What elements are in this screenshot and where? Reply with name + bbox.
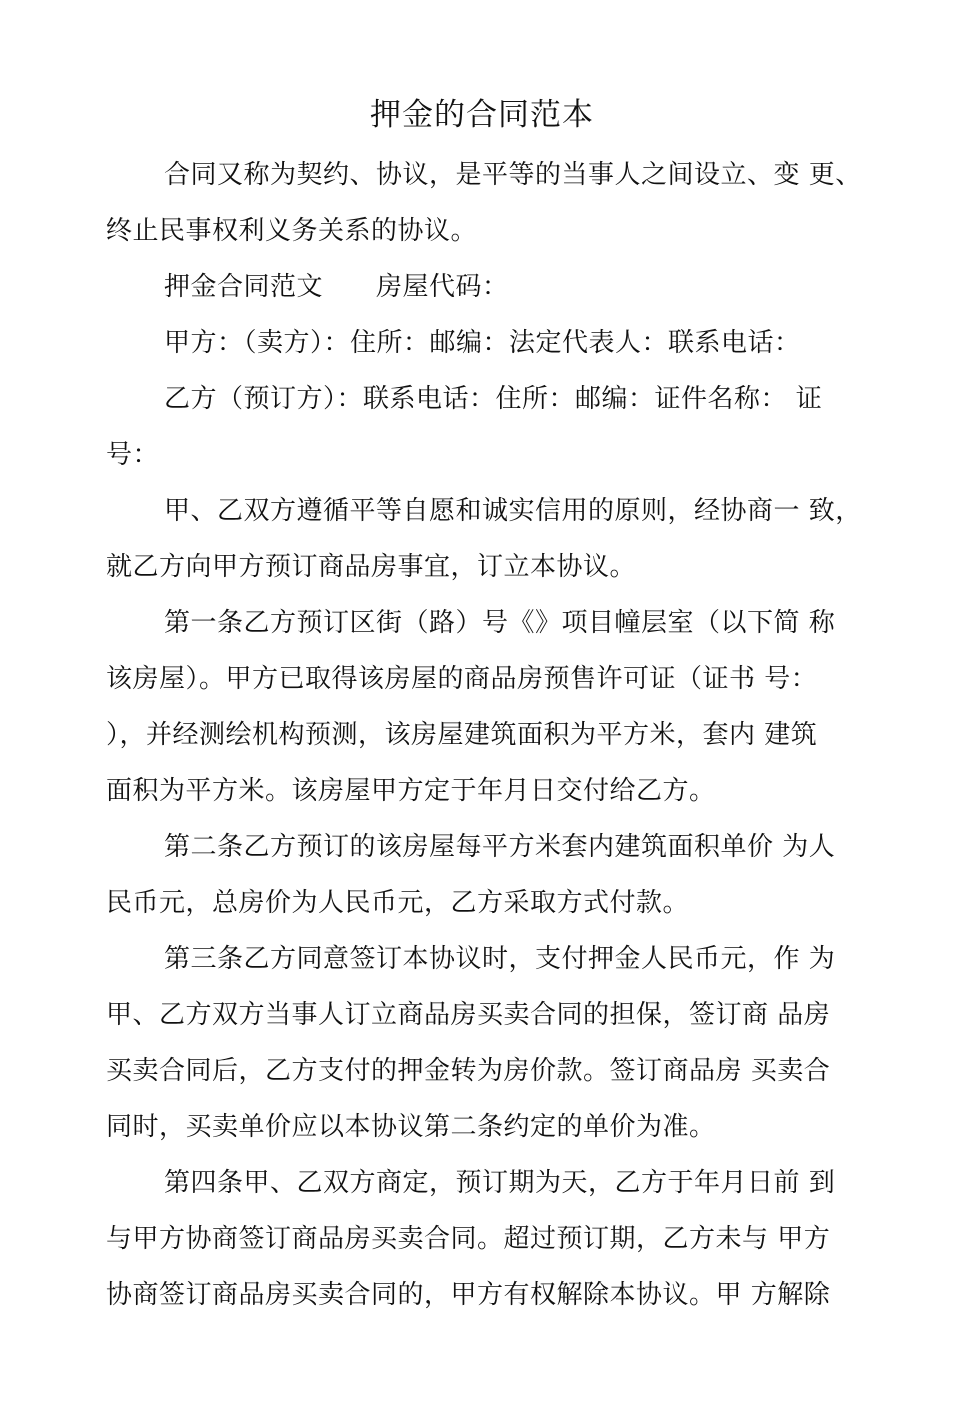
paragraph-line: 乙方（预订方）：联系电话：住所：邮编：证件名称： 证: [164, 384, 823, 414]
paragraph-line: 押金合同范文 房屋代码：: [164, 272, 509, 302]
paragraph-line: 甲、乙方双方当事人订立商品房买卖合同的担保，签订商 品房: [106, 1000, 831, 1030]
paragraph-line: 第二条乙方预订的该房屋每平方米套内建筑面积单价 为人: [164, 832, 836, 862]
paragraph-line: 买卖合同后，乙方支付的押金转为房价款。签订商品房 买卖合: [106, 1056, 831, 1086]
paragraph-line: 甲方：（卖方）：住所：邮编：法定代表人：联系电话：: [164, 328, 801, 358]
paragraph-line: 合同又称为契约、协议，是平等的当事人之间设立、变 更、: [164, 160, 862, 190]
paragraph-line: 终止民事权利义务关系的协议。: [106, 216, 478, 246]
paragraph-line: 号：: [106, 440, 160, 470]
paragraph-line: 甲、乙双方遵循平等自愿和诚实信用的原则，经协商一 致，: [164, 496, 862, 526]
document-title: 押金的合同范本: [370, 97, 594, 133]
paragraph-line: 面积为平方米。该房屋甲方定于年月日交付给乙方。: [106, 776, 716, 806]
paragraph-line: 第四条甲、乙双方商定，预订期为天，乙方于年月日前 到: [164, 1168, 836, 1198]
paragraph-line: 同时，买卖单价应以本协议第二条约定的单价为准。: [106, 1112, 716, 1142]
paragraph-line: 第三条乙方同意签订本协议时，支付押金人民币元，作 为: [164, 944, 836, 974]
paragraph-line: 第一条乙方预订区街（路）号《》项目幢层室（以下简 称: [164, 608, 836, 638]
paragraph-line: 就乙方向甲方预订商品房事宜，订立本协议。: [106, 552, 637, 582]
paragraph-line: 协商签订商品房买卖合同的，甲方有权解除本协议。甲 方解除: [106, 1280, 831, 1310]
paragraph-line: ），并经测绘机构预测，该房屋建筑面积为平方米，套内 建筑: [106, 720, 818, 750]
paragraph-line: 该房屋）。甲方已取得该房屋的商品房预售许可证（证书 号：: [106, 664, 818, 694]
paragraph-line: 民币元，总房价为人民币元，乙方采取方式付款。: [106, 888, 690, 918]
paragraph-line: 与甲方协商签订商品房买卖合同。超过预订期，乙方未与 甲方: [106, 1224, 831, 1254]
